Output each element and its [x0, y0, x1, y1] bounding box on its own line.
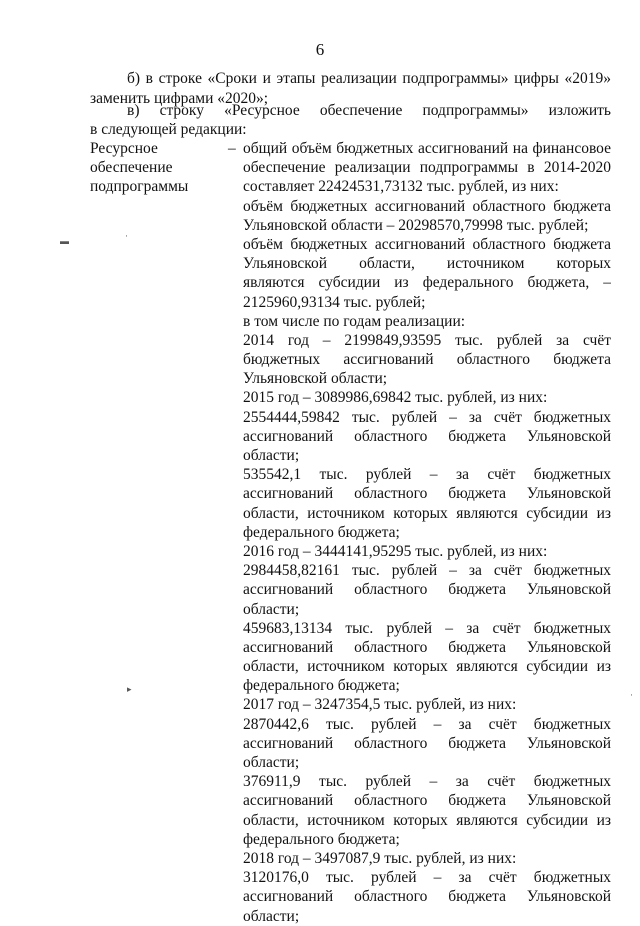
content-line: 2014 год – 2199849,93595 тыс. рублей за счёт [243, 331, 611, 349]
table-dash: – [228, 140, 236, 157]
scan-speck: · [125, 231, 128, 241]
content-line: ассигнований областного бюджета Ульяновской [243, 888, 611, 906]
content-line: 2015 год – 3089986,69842 тыс. рублей, из них: [243, 389, 548, 407]
content-line: обеспечение реализации подпрограммы в 2014-2020 [243, 159, 611, 177]
content-line: общий объём бюджетных ассигнований на финансовое [243, 140, 611, 157]
content-line: 2018 год – 3497087,9 тыс. рублей, из них: [243, 849, 517, 867]
content-line: ассигнований областного бюджета Ульяновской [243, 638, 611, 656]
content-line: 459683,13134 тыс. рублей – за счёт бюджетных [243, 619, 611, 637]
content-line: 2984458,82161 тыс. рублей – за счёт бюджетных [243, 562, 611, 580]
content-line: бюджетных ассигнований областного бюджета [243, 351, 611, 369]
content-line: области; [243, 907, 300, 925]
content-line: федерального бюджета; [243, 523, 400, 541]
item-v-word: «Ресурсное [224, 102, 300, 119]
content-line: ассигнований областного бюджета Ульяновской [243, 581, 611, 599]
table-row-label [90, 139, 188, 196]
content-line: федерального бюджета; [243, 677, 400, 695]
content-line: 2870442,6 тыс. рублей – за счёт бюджетных [243, 715, 611, 733]
content-line: объём бюджетных ассигнований областного бюджета [243, 197, 611, 215]
content-line: области; [243, 754, 300, 771]
content-line: 535542,1 тыс. рублей – за счёт бюджетных [243, 466, 611, 484]
label-line: обеспечение [90, 159, 173, 176]
item-v-word: подпрограммы» [422, 102, 529, 119]
content-line: 2017 год – 3247354,5 тыс. рублей, из них: [243, 696, 517, 714]
content-line: составляет 22424531,73132 тыс. рублей, из них: [243, 178, 559, 196]
scan-speck: ▬ [60, 236, 69, 246]
scan-speck: ▸ [127, 684, 132, 694]
label-line: подпрограммы [90, 178, 189, 195]
content-line: Ульяновской области, источником которых [243, 255, 611, 273]
content-line: 2125960,93134 тыс. рублей; [243, 293, 426, 311]
content-line: федерального бюджета; [243, 830, 400, 848]
page-number: 6 [315, 40, 325, 59]
content-line: области; [243, 447, 300, 464]
content-line: области, источником которых являются субсидии из [243, 658, 611, 676]
item-v-line2: в следующей редакции: [90, 121, 247, 138]
content-line: объём бюджетных ассигнований областного бюджета [243, 235, 611, 253]
scan-speck: · [630, 690, 633, 700]
item-v-word: строку [159, 102, 204, 119]
content-line: ассигнований областного бюджета Ульяновской [243, 485, 611, 503]
content-line: ассигнований областного бюджета Ульяновской [243, 792, 611, 810]
item-b-line1: б) в строке «Сроки и этапы реализации подпрограммы» цифры «2019» [127, 70, 611, 87]
table-row-content [243, 139, 611, 926]
content-line: 3120176,0 тыс. рублей – за счёт бюджетных [243, 869, 611, 887]
item-v-line1 [127, 101, 611, 120]
item-v-word: в) [127, 102, 140, 119]
content-line: ассигнований областного бюджета Ульяновской [243, 734, 611, 752]
content-line: ассигнований областного бюджета Ульяновской [243, 427, 611, 445]
content-line: Ульяновской области – 20298570,79998 тыс. рублей; [243, 216, 589, 234]
content-line: 376911,9 тыс. рублей – за счёт бюджетных [243, 773, 611, 791]
item-b-line2: заменить цифрами «2020»; [90, 90, 269, 107]
content-line: являются субсидии из федерального бюджета, – [243, 274, 611, 292]
item-v-word: изложить [548, 102, 611, 119]
content-line: области, источником которых являются субсидии из [243, 811, 611, 829]
content-line: в том числе по годам реализации: [243, 312, 466, 330]
content-line: 2016 год – 3444141,95295 тыс. рублей, из них: [243, 542, 548, 560]
content-line: Ульяновской области; [243, 370, 388, 388]
content-line: области; [243, 600, 300, 618]
label-line: Ресурсное [90, 140, 158, 157]
content-line: 2554444,59842 тыс. рублей – за счёт бюджетных [243, 408, 611, 426]
content-line: области, источником которых являются субсидии из [243, 504, 611, 522]
item-v-word: обеспечение [319, 102, 403, 119]
